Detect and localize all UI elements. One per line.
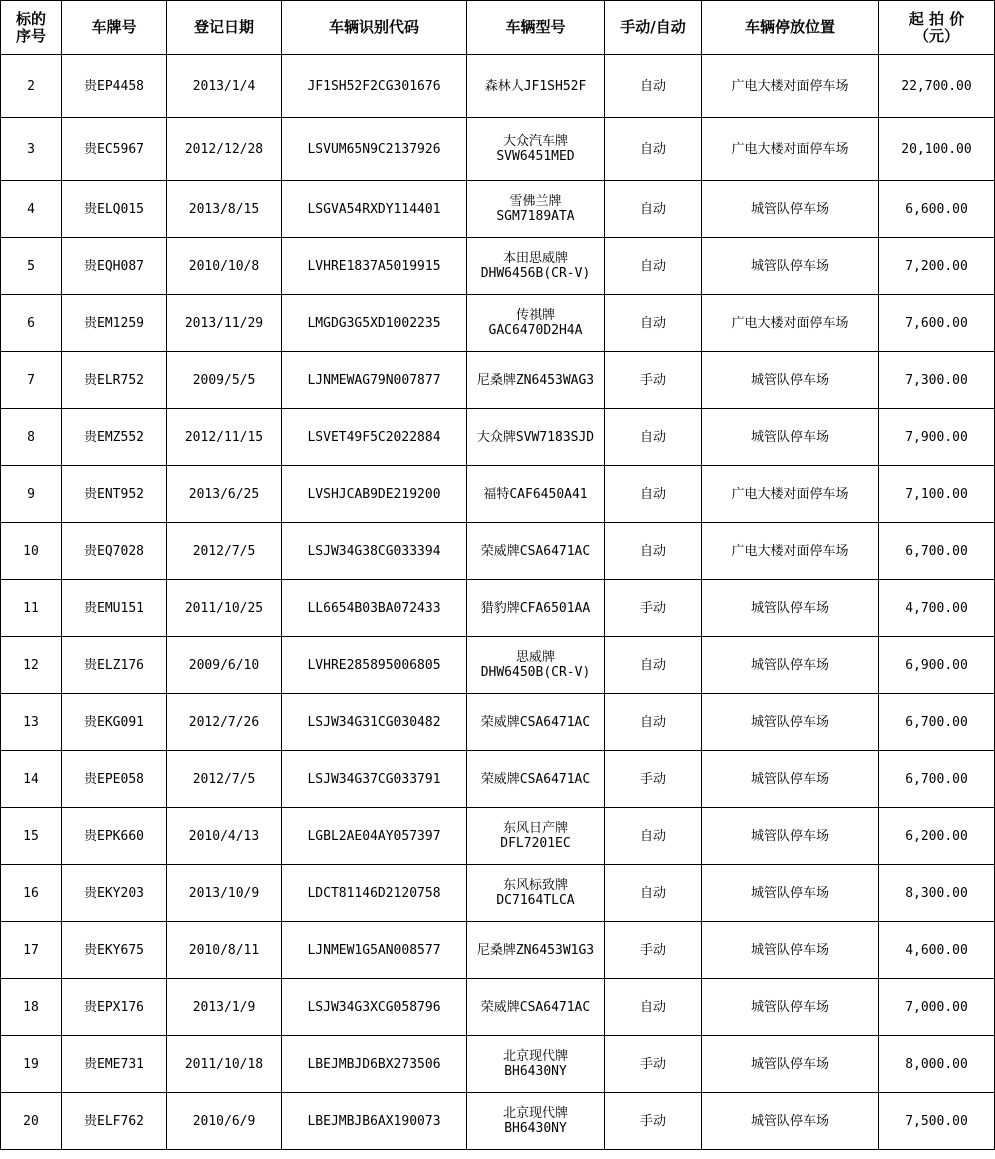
transmission-cell: 手动 <box>605 580 702 637</box>
table-row <box>1 922 995 979</box>
table-row <box>1 1036 995 1093</box>
table-row <box>1 118 995 181</box>
plate-cell: 贵EKG091 <box>62 694 167 751</box>
location-cell: 城管队停车场 <box>702 865 879 922</box>
plate-cell: 贵EPX176 <box>62 979 167 1036</box>
plate-cell: 贵EMU151 <box>62 580 167 637</box>
model-cell: 森林人JF1SH52F <box>467 55 605 118</box>
model-cell: 北京现代牌 BH6430NY <box>467 1093 605 1150</box>
model-cell: 本田思威牌 DHW6456B(CR-V) <box>467 238 605 295</box>
lot-number-cell: 3 <box>1 118 62 181</box>
location-cell: 城管队停车场 <box>702 580 879 637</box>
plate-cell: 贵ELZ176 <box>62 637 167 694</box>
lot-number-cell: 14 <box>1 751 62 808</box>
model-cell: 荣威牌CSA6471AC <box>467 979 605 1036</box>
vin-cell: LSJW34G38CG033394 <box>282 523 467 580</box>
reg-date-cell: 2012/12/28 <box>167 118 282 181</box>
plate-cell: 贵ELF762 <box>62 1093 167 1150</box>
reg-date-cell: 2013/1/9 <box>167 979 282 1036</box>
reg-date-cell: 2010/8/11 <box>167 922 282 979</box>
reg-date-cell: 2013/1/4 <box>167 55 282 118</box>
location-cell: 城管队停车场 <box>702 922 879 979</box>
table-row <box>1 466 995 523</box>
vin-cell: LMGDG3G5XD1002235 <box>282 295 467 352</box>
reg-date-cell: 2013/10/9 <box>167 865 282 922</box>
transmission-cell: 自动 <box>605 238 702 295</box>
lot-number-cell: 2 <box>1 55 62 118</box>
table-row <box>1 523 995 580</box>
start-price-cell: 6,900.00 <box>879 637 995 694</box>
model-cell: 东风标致牌 DC7164TLCA <box>467 865 605 922</box>
vin-cell: LSJW34G3XCG058796 <box>282 979 467 1036</box>
lot-number-cell: 7 <box>1 352 62 409</box>
table-row <box>1 637 995 694</box>
vin-cell: LGBL2AE04AY057397 <box>282 808 467 865</box>
vin-cell: LJNMEWAG79N007877 <box>282 352 467 409</box>
reg-date-cell: 2010/4/13 <box>167 808 282 865</box>
table-row <box>1 808 995 865</box>
start-price-cell: 7,300.00 <box>879 352 995 409</box>
transmission-cell: 手动 <box>605 1036 702 1093</box>
location-cell: 城管队停车场 <box>702 1093 879 1150</box>
location-cell: 城管队停车场 <box>702 238 879 295</box>
start-price-cell: 6,700.00 <box>879 694 995 751</box>
col-header-location: 车辆停放位置 <box>702 1 879 55</box>
reg-date-cell: 2013/11/29 <box>167 295 282 352</box>
plate-cell: 贵EC5967 <box>62 118 167 181</box>
plate-cell: 贵EP4458 <box>62 55 167 118</box>
plate-cell: 贵EMZ552 <box>62 409 167 466</box>
plate-cell: 贵EM1259 <box>62 295 167 352</box>
model-cell: 大众牌SVW7183SJD <box>467 409 605 466</box>
reg-date-cell: 2010/6/9 <box>167 1093 282 1150</box>
vin-cell: LJNMEW1G5AN008577 <box>282 922 467 979</box>
table-row <box>1 580 995 637</box>
col-header-reg-date: 登记日期 <box>167 1 282 55</box>
model-cell: 北京现代牌 BH6430NY <box>467 1036 605 1093</box>
lot-number-cell: 18 <box>1 979 62 1036</box>
start-price-cell: 7,600.00 <box>879 295 995 352</box>
start-price-cell: 7,000.00 <box>879 979 995 1036</box>
table-body <box>1 55 995 1150</box>
reg-date-cell: 2012/7/5 <box>167 523 282 580</box>
vin-cell: LBEJMBJB6AX190073 <box>282 1093 467 1150</box>
location-cell: 城管队停车场 <box>702 979 879 1036</box>
table-row <box>1 751 995 808</box>
location-cell: 广电大楼对面停车场 <box>702 466 879 523</box>
col-header-start-price: 起 拍 价 （元） <box>879 1 995 55</box>
location-cell: 城管队停车场 <box>702 751 879 808</box>
model-cell: 荣威牌CSA6471AC <box>467 694 605 751</box>
reg-date-cell: 2013/6/25 <box>167 466 282 523</box>
table-row <box>1 865 995 922</box>
table-header-row <box>1 1 995 55</box>
table-row <box>1 694 995 751</box>
transmission-cell: 自动 <box>605 295 702 352</box>
model-cell: 思威牌 DHW6450B(CR-V) <box>467 637 605 694</box>
start-price-cell: 20,100.00 <box>879 118 995 181</box>
lot-number-cell: 16 <box>1 865 62 922</box>
vin-cell: JF1SH52F2CG301676 <box>282 55 467 118</box>
lot-number-cell: 13 <box>1 694 62 751</box>
lot-number-cell: 20 <box>1 1093 62 1150</box>
location-cell: 城管队停车场 <box>702 694 879 751</box>
transmission-cell: 手动 <box>605 922 702 979</box>
table-row <box>1 55 995 118</box>
reg-date-cell: 2011/10/25 <box>167 580 282 637</box>
reg-date-cell: 2012/11/15 <box>167 409 282 466</box>
model-cell: 荣威牌CSA6471AC <box>467 523 605 580</box>
transmission-cell: 自动 <box>605 979 702 1036</box>
model-cell: 猎豹牌CFA6501AA <box>467 580 605 637</box>
model-cell: 大众汽车牌 SVW6451MED <box>467 118 605 181</box>
start-price-cell: 22,700.00 <box>879 55 995 118</box>
transmission-cell: 自动 <box>605 808 702 865</box>
lot-number-cell: 11 <box>1 580 62 637</box>
table-row <box>1 181 995 238</box>
reg-date-cell: 2013/8/15 <box>167 181 282 238</box>
transmission-cell: 自动 <box>605 523 702 580</box>
vin-cell: LSJW34G31CG030482 <box>282 694 467 751</box>
reg-date-cell: 2011/10/18 <box>167 1036 282 1093</box>
model-cell: 尼桑牌ZN6453W1G3 <box>467 922 605 979</box>
start-price-cell: 7,100.00 <box>879 466 995 523</box>
location-cell: 城管队停车场 <box>702 409 879 466</box>
vin-cell: LSVUM65N9C2137926 <box>282 118 467 181</box>
start-price-cell: 7,500.00 <box>879 1093 995 1150</box>
location-cell: 城管队停车场 <box>702 181 879 238</box>
transmission-cell: 自动 <box>605 118 702 181</box>
vin-cell: LL6654B03BA072433 <box>282 580 467 637</box>
reg-date-cell: 2012/7/26 <box>167 694 282 751</box>
start-price-cell: 6,700.00 <box>879 523 995 580</box>
transmission-cell: 自动 <box>605 409 702 466</box>
transmission-cell: 自动 <box>605 55 702 118</box>
plate-cell: 贵EME731 <box>62 1036 167 1093</box>
start-price-cell: 8,300.00 <box>879 865 995 922</box>
reg-date-cell: 2010/10/8 <box>167 238 282 295</box>
transmission-cell: 手动 <box>605 751 702 808</box>
lot-number-cell: 6 <box>1 295 62 352</box>
lot-number-cell: 12 <box>1 637 62 694</box>
transmission-cell: 自动 <box>605 637 702 694</box>
col-header-plate: 车牌号 <box>62 1 167 55</box>
plate-cell: 贵EKY675 <box>62 922 167 979</box>
vin-cell: LSJW34G37CG033791 <box>282 751 467 808</box>
location-cell: 广电大楼对面停车场 <box>702 118 879 181</box>
transmission-cell: 自动 <box>605 466 702 523</box>
location-cell: 城管队停车场 <box>702 1036 879 1093</box>
col-header-vin: 车辆识别代码 <box>282 1 467 55</box>
lot-number-cell: 15 <box>1 808 62 865</box>
lot-number-cell: 9 <box>1 466 62 523</box>
col-header-transmission: 手动/自动 <box>605 1 702 55</box>
col-header-model: 车辆型号 <box>467 1 605 55</box>
vin-cell: LSVET49F5C2022884 <box>282 409 467 466</box>
vin-cell: LVHRE285895006805 <box>282 637 467 694</box>
vin-cell: LVSHJCAB9DE219200 <box>282 466 467 523</box>
table-row <box>1 295 995 352</box>
start-price-cell: 4,700.00 <box>879 580 995 637</box>
transmission-cell: 手动 <box>605 352 702 409</box>
plate-cell: 贵ELR752 <box>62 352 167 409</box>
table-row <box>1 979 995 1036</box>
model-cell: 东风日产牌 DFL7201EC <box>467 808 605 865</box>
transmission-cell: 自动 <box>605 694 702 751</box>
vin-cell: LBEJMBJD6BX273506 <box>282 1036 467 1093</box>
location-cell: 广电大楼对面停车场 <box>702 295 879 352</box>
model-cell: 传祺牌 GAC6470D2H4A <box>467 295 605 352</box>
start-price-cell: 7,200.00 <box>879 238 995 295</box>
start-price-cell: 4,600.00 <box>879 922 995 979</box>
plate-cell: 贵ELQ015 <box>62 181 167 238</box>
lot-number-cell: 19 <box>1 1036 62 1093</box>
model-cell: 雪佛兰牌 SGM7189ATA <box>467 181 605 238</box>
start-price-cell: 8,000.00 <box>879 1036 995 1093</box>
plate-cell: 贵EPE058 <box>62 751 167 808</box>
vin-cell: LSGVA54RXDY114401 <box>282 181 467 238</box>
table-row <box>1 238 995 295</box>
lot-number-cell: 4 <box>1 181 62 238</box>
location-cell: 城管队停车场 <box>702 352 879 409</box>
table-row <box>1 409 995 466</box>
lot-number-cell: 17 <box>1 922 62 979</box>
location-cell: 广电大楼对面停车场 <box>702 55 879 118</box>
lot-number-cell: 5 <box>1 238 62 295</box>
plate-cell: 贵EKY203 <box>62 865 167 922</box>
plate-cell: 贵EPK660 <box>62 808 167 865</box>
location-cell: 城管队停车场 <box>702 808 879 865</box>
location-cell: 广电大楼对面停车场 <box>702 523 879 580</box>
vin-cell: LVHRE1837A5019915 <box>282 238 467 295</box>
start-price-cell: 7,900.00 <box>879 409 995 466</box>
start-price-cell: 6,600.00 <box>879 181 995 238</box>
model-cell: 福特CAF6450A41 <box>467 466 605 523</box>
transmission-cell: 自动 <box>605 865 702 922</box>
model-cell: 尼桑牌ZN6453WAG3 <box>467 352 605 409</box>
plate-cell: 贵EQ7028 <box>62 523 167 580</box>
transmission-cell: 手动 <box>605 1093 702 1150</box>
col-header-lot-number: 标的 序号 <box>1 1 62 55</box>
lot-number-cell: 10 <box>1 523 62 580</box>
reg-date-cell: 2009/6/10 <box>167 637 282 694</box>
vin-cell: LDCT81146D2120758 <box>282 865 467 922</box>
start-price-cell: 6,200.00 <box>879 808 995 865</box>
model-cell: 荣威牌CSA6471AC <box>467 751 605 808</box>
reg-date-cell: 2012/7/5 <box>167 751 282 808</box>
plate-cell: 贵ENT952 <box>62 466 167 523</box>
transmission-cell: 自动 <box>605 181 702 238</box>
table-row <box>1 352 995 409</box>
plate-cell: 贵EQH087 <box>62 238 167 295</box>
start-price-cell: 6,700.00 <box>879 751 995 808</box>
reg-date-cell: 2009/5/5 <box>167 352 282 409</box>
lot-number-cell: 8 <box>1 409 62 466</box>
table-row <box>1 1093 995 1150</box>
location-cell: 城管队停车场 <box>702 637 879 694</box>
